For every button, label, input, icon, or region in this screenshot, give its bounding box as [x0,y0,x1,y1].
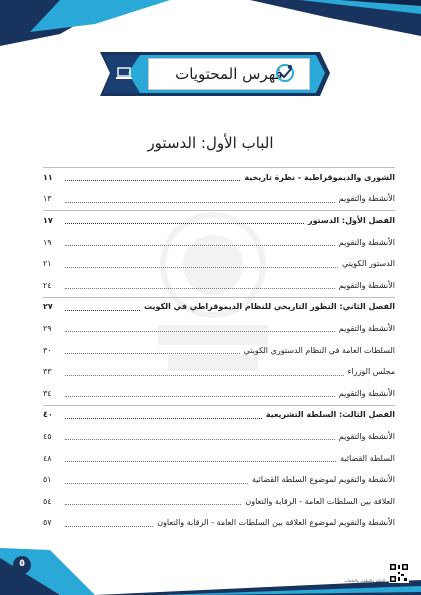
toc-entry[interactable] [43,189,395,211]
toc-entry[interactable] [43,210,395,232]
toc-entry[interactable] [43,383,395,405]
dot-leader [65,526,153,527]
toc-entry[interactable] [43,469,395,491]
toc-entry-page: ١٧ [43,215,53,225]
dot-leader [65,483,248,484]
toc-entry-title: الأنشطة والتقويم [338,323,395,333]
toc-entry-page: ٥٤ [43,496,52,506]
dot-leader [65,223,304,224]
dot-leader [65,310,140,311]
toc-entry-page: ٢١ [43,259,52,269]
toc-entry-title: الدستور الكويتي [341,259,395,269]
toc-entry-title: الأنشطة والتقويم [338,194,395,204]
toc-entry-page: ٤٠ [43,410,53,420]
toc-entry-title: الأنشطة والتقويم [338,280,395,290]
toc-entry-page: ١١ [43,172,53,182]
toc-entry[interactable] [43,275,395,297]
dot-leader [65,375,344,376]
toc-entry-page: ٢٤ [43,280,52,290]
section-heading: الباب الأول: الدستور [147,134,274,152]
toc-entry-page: ٥١ [43,475,52,485]
toc-entry[interactable] [43,491,395,513]
toc-entry-page: ٢٧ [43,302,53,312]
toc-entry-page: ٣٣ [43,367,52,377]
dot-leader [65,202,335,203]
toc-entry[interactable] [43,448,395,470]
dot-leader [65,461,336,462]
dot-leader [65,504,241,505]
toc-entry-title: الفصل الأول: الدستور [307,215,395,225]
toc-entry-page: ٣٤ [43,388,52,398]
toc-entry-title: الأنشطة والتقويم [338,237,395,247]
toc-entry-page: ١٩ [43,237,52,247]
toc-entry-page: ١٣ [43,194,52,204]
laptop-icon [115,67,133,81]
chapter-divider [43,405,395,406]
dot-leader [65,396,335,397]
dot-leader [65,331,335,332]
chapter-divider [43,167,395,168]
toc-entry-page: ٣٠ [43,345,52,355]
footer-caption: التعلم والتطوير والعلمات [344,578,385,583]
toc-entry[interactable] [43,513,395,535]
qr-code-icon [389,563,409,583]
toc-entry-page: ٤٨ [43,453,52,463]
toc-entry-title: الشورى والديموقراطية - نظرة تاريخية [244,172,395,182]
toc-entry-title: الفصل الثالث: السلطة التشريعية [265,410,395,420]
dot-leader [65,245,335,246]
chapter-divider [43,297,395,298]
page-title: فهرس المحتويات [175,65,283,83]
toc-entry-title: السلطة القضائية [340,453,395,463]
toc-entry[interactable] [43,232,395,254]
toc-entry-page: ٥٧ [43,518,52,528]
toc-entry-title: الفصل الثاني: التطور التاريخي للنظام الديموقراطي في الكويت [144,302,395,312]
toc-entry-page: ٢٩ [43,323,52,333]
toc-entry[interactable] [43,426,395,448]
toc-entry-title: السلطات العامة في النظام الدستوري الكويتي [243,345,395,355]
toc-entry[interactable] [43,253,395,275]
chapter-divider [43,210,395,211]
toc-entry-title: الأنشطة والتقويم [338,388,395,398]
dot-leader [65,353,240,354]
atom-icon [274,62,296,84]
toc-entry-page: ٤٥ [43,431,52,441]
toc-entry[interactable] [43,297,395,319]
toc-entry[interactable] [43,340,395,362]
toc-entry-title: الأنشطة والتقويم لموضوع السلطة القضائية [251,475,395,485]
toc-entry[interactable] [43,405,395,427]
toc-entry-title: مجلس الوزراء [347,367,395,377]
dot-leader [65,439,335,440]
toc-entry-title: الأنشطة والتقويم [338,431,395,441]
dot-leader [65,180,240,181]
toc-entry[interactable] [43,361,395,383]
dot-leader [65,418,262,419]
toc-entry-title: الأنشطة والتقويم لموضوع العلاقة بين السلطات العامة - الرقابة والتعاون [157,518,395,528]
toc-entry-title: العلاقة بين السلطات العامة - الرقابة والتعاون [245,496,395,506]
toc-entry[interactable] [43,318,395,340]
dot-leader [65,267,338,268]
dot-leader [65,288,335,289]
footer-decoration [0,540,421,595]
toc-entry[interactable] [43,167,395,189]
page-number: ٥ [18,558,26,569]
table-of-contents [43,167,395,534]
